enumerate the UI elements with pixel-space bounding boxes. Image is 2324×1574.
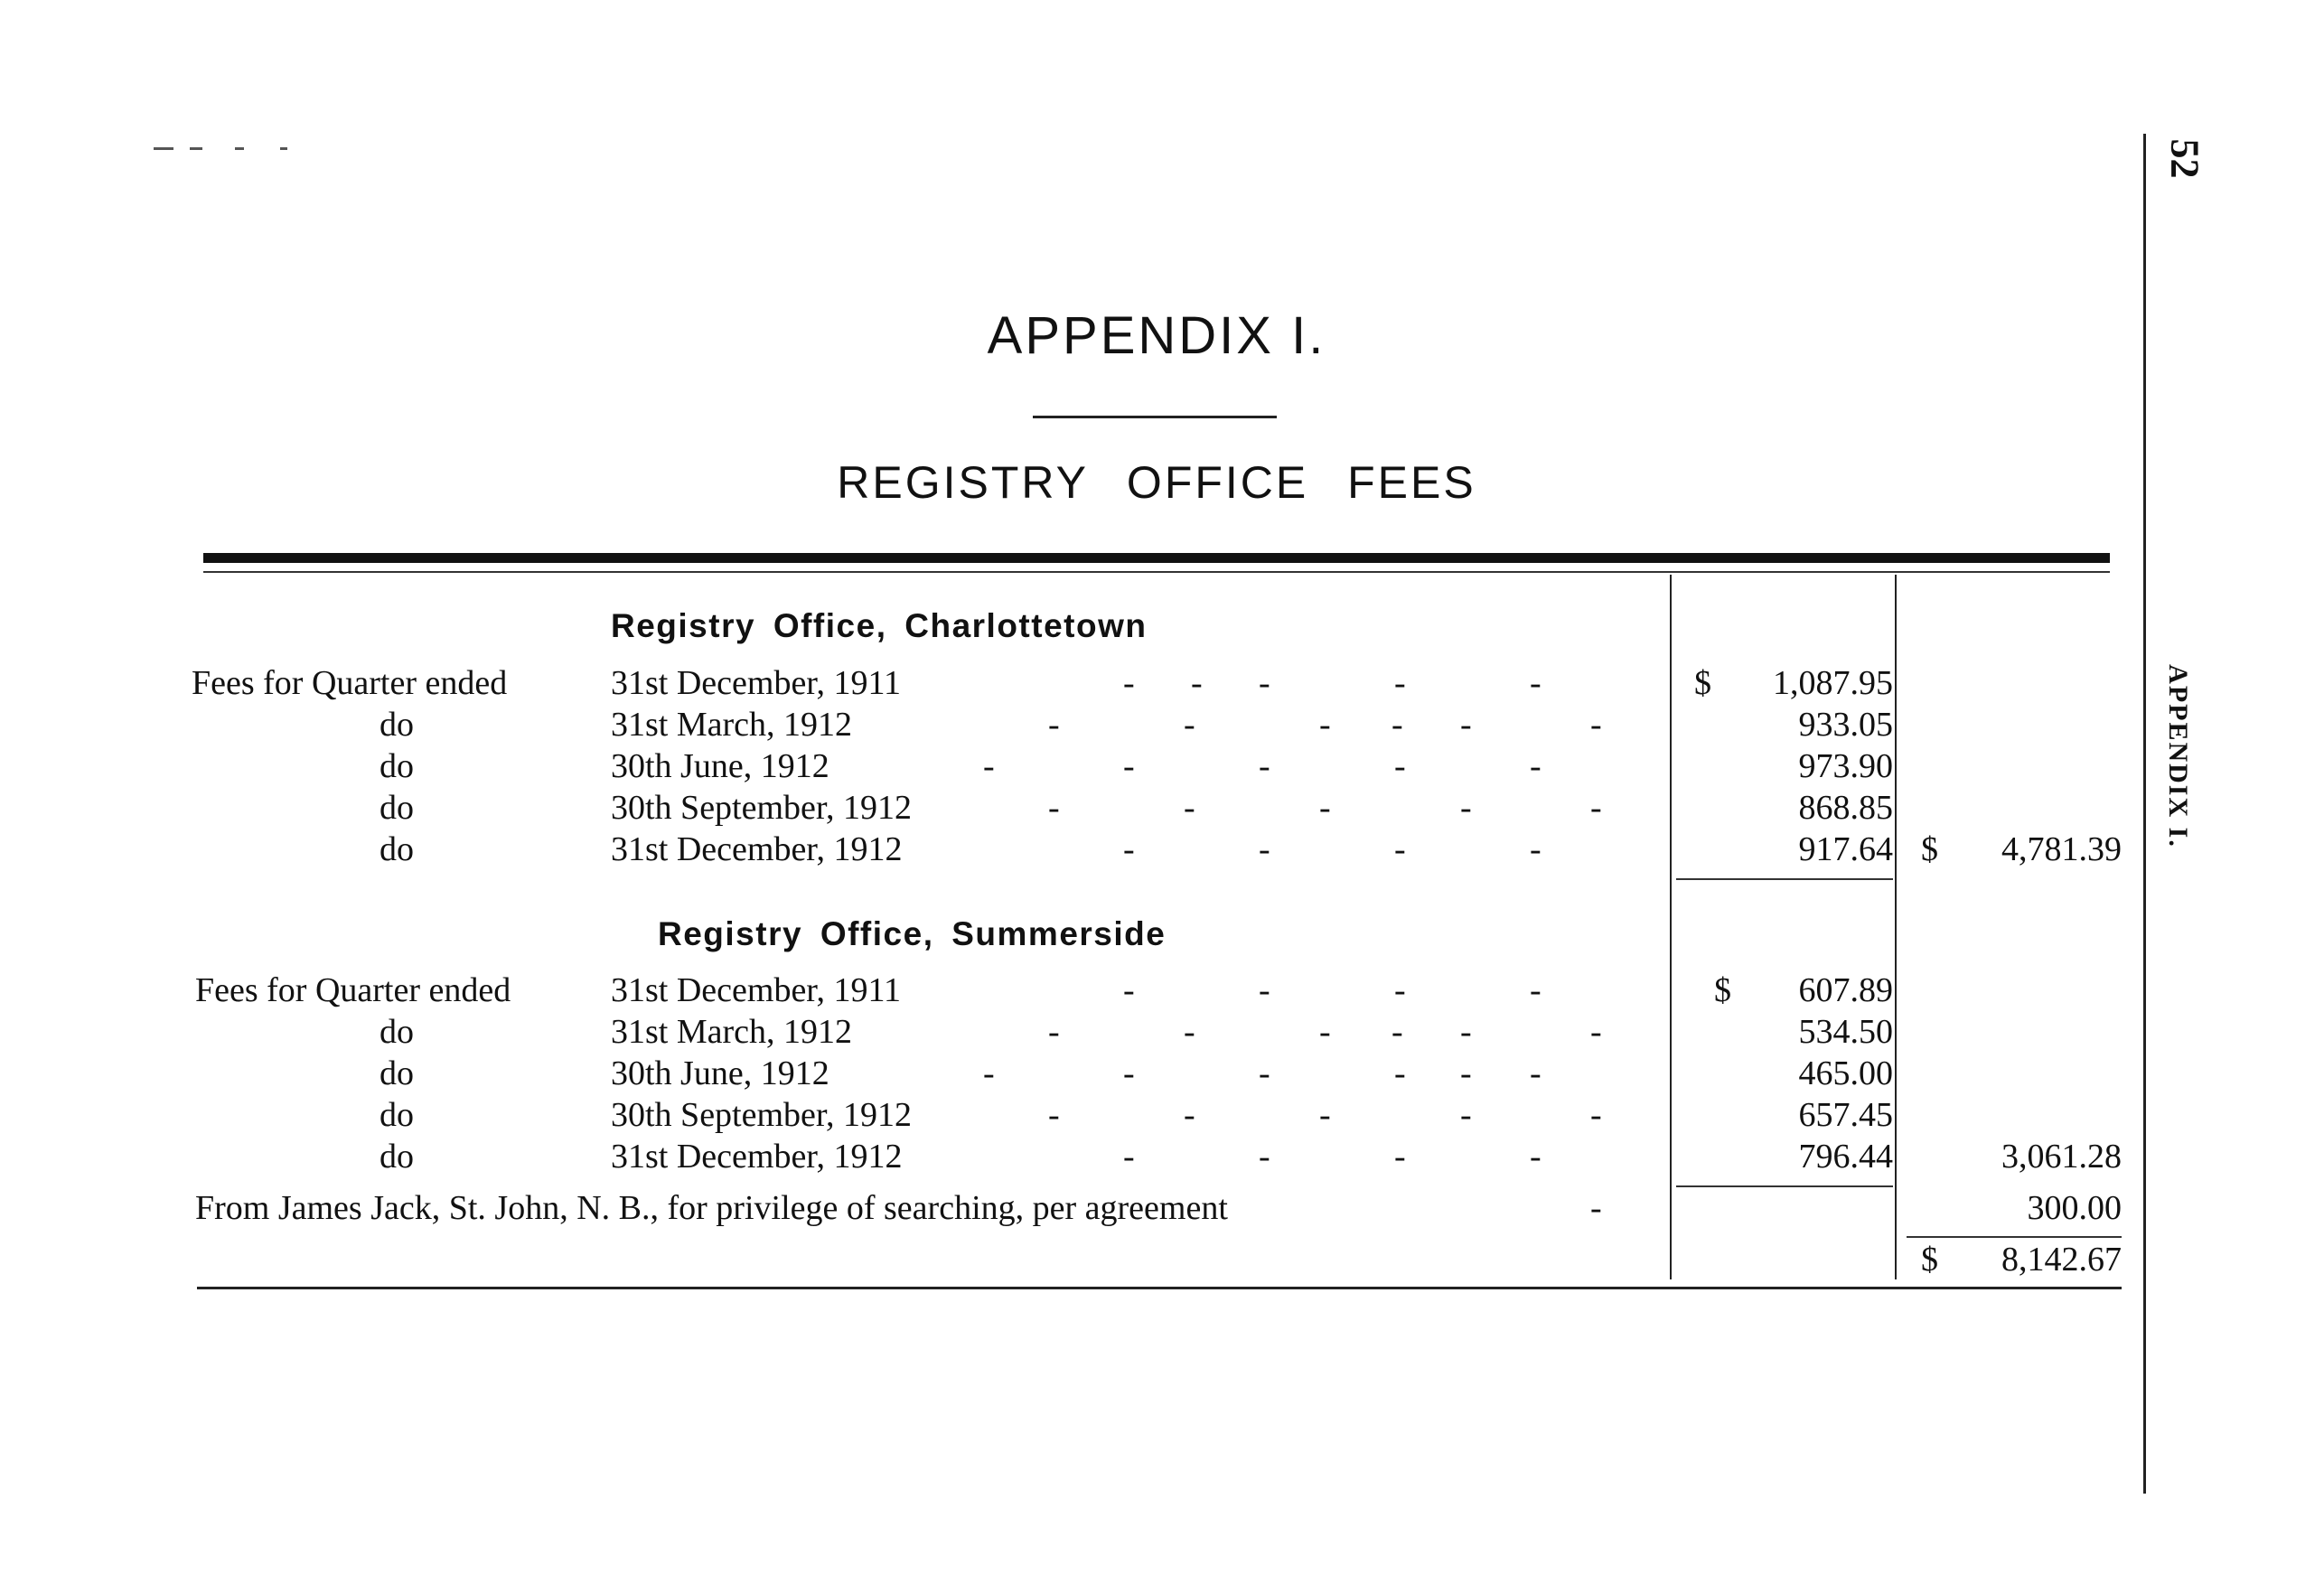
title-rule <box>1033 416 1277 418</box>
leader-dash: - <box>1123 664 1135 702</box>
leader-dash: - <box>1191 664 1203 702</box>
leader-dash: - <box>1048 706 1060 744</box>
currency-sign: $ <box>1714 971 1731 1009</box>
table-row <box>0 788 2324 829</box>
row-label: do <box>380 706 414 744</box>
leader-dash: - <box>1530 664 1542 702</box>
row-date: 30th September, 1912 <box>611 1096 913 1134</box>
leader-dash: - <box>1530 1054 1542 1092</box>
row-amount: 933.05 <box>1798 706 1893 744</box>
leader-dash: - <box>1394 971 1406 1009</box>
leader-dash: - <box>1590 1013 1602 1051</box>
row-amount: 868.85 <box>1798 789 1893 827</box>
row-date: 31st December, 1911 <box>611 971 902 1009</box>
section-total: 4,781.39 <box>2001 830 2122 868</box>
row-label: Fees for Quarter ended <box>195 971 511 1009</box>
leader-dash: - <box>1319 1013 1331 1051</box>
leader-dash: - <box>1394 830 1406 868</box>
leader-dash: - <box>1259 664 1270 702</box>
leader-dash: - <box>1460 789 1472 827</box>
leader-dash: - <box>1123 971 1135 1009</box>
table-row <box>0 1137 2324 1178</box>
row-label: do <box>380 1054 414 1092</box>
leader-dash: - <box>1048 1013 1060 1051</box>
page-subtitle: REGISTRY OFFICE FEES <box>837 457 1476 508</box>
currency-sign: $ <box>1921 830 1938 868</box>
row-label: do <box>380 789 414 827</box>
leader-dash: - <box>1460 1013 1472 1051</box>
leader-dash: - <box>1590 706 1602 744</box>
leader-dash: - <box>1530 747 1542 785</box>
page-number: 52 <box>2162 138 2207 179</box>
row-amount: 1,087.95 <box>1773 664 1893 702</box>
leader-dash: - <box>1590 789 1602 827</box>
section-heading-charlottetown: Registry Office, Charlottetown <box>611 607 1148 644</box>
row-date: 31st December, 1912 <box>611 830 903 868</box>
row-date: 31st March, 1912 <box>611 706 853 744</box>
row-label: Fees for Quarter ended <box>192 664 508 702</box>
leader-dash: - <box>1259 830 1270 868</box>
other-receipt-label: From James Jack, St. John, N. B., for privilege of searching, per agreement <box>195 1189 1228 1227</box>
leader-dash: - <box>1394 747 1406 785</box>
print-speck <box>235 147 244 150</box>
row-amount: 973.90 <box>1798 747 1893 785</box>
leader-dash: - <box>1184 706 1195 744</box>
table-row <box>0 1054 2324 1095</box>
currency-sign: $ <box>1694 664 1711 702</box>
row-date: 31st March, 1912 <box>611 1013 853 1051</box>
row-label: do <box>380 1013 414 1051</box>
row-amount: 796.44 <box>1798 1138 1893 1176</box>
print-speck <box>280 147 287 150</box>
subtotal-rule <box>1676 878 1893 880</box>
leader-dash: - <box>1319 706 1331 744</box>
leader-dash: - <box>983 1054 995 1092</box>
table-row <box>0 663 2324 705</box>
leader-dash: - <box>1530 830 1542 868</box>
leader-dash: - <box>1259 1054 1270 1092</box>
grand-total-row <box>0 1240 2324 1281</box>
leader-dash: - <box>1123 830 1135 868</box>
row-amount: 465.00 <box>1798 1054 1893 1092</box>
table-top-rule <box>203 553 2110 563</box>
row-date: 30th June, 1912 <box>611 1054 829 1092</box>
leader-dash: - <box>1530 1138 1542 1176</box>
table-row <box>0 1012 2324 1054</box>
table-top-thin-rule <box>203 571 2110 573</box>
leader-dash: - <box>1394 1054 1406 1092</box>
leader-dash: - <box>1319 1096 1331 1134</box>
page-title: APPENDIX I. <box>987 306 1326 365</box>
row-label: do <box>380 1096 414 1134</box>
row-label: do <box>380 747 414 785</box>
row-amount: 534.50 <box>1798 1013 1893 1051</box>
other-receipt-amount: 300.00 <box>2027 1189 2122 1227</box>
leader-dash: - <box>1048 789 1060 827</box>
grand-total-amount: 8,142.67 <box>2001 1241 2122 1279</box>
leader-dash: - <box>1392 1013 1403 1051</box>
row-amount: 917.64 <box>1798 830 1893 868</box>
row-label: do <box>380 1138 414 1176</box>
section-heading-summerside: Registry Office, Summerside <box>658 915 1167 952</box>
leader-dash: - <box>1394 1138 1406 1176</box>
table-bottom-rule <box>197 1287 2122 1289</box>
section-total: 3,061.28 <box>2001 1138 2122 1176</box>
leader-dash: - <box>1530 971 1542 1009</box>
leader-dash: - <box>1259 971 1270 1009</box>
print-speck <box>190 147 202 150</box>
table-row <box>0 746 2324 788</box>
leader-dash: - <box>1123 1054 1135 1092</box>
leader-dash: - <box>1394 664 1406 702</box>
row-date: 31st December, 1912 <box>611 1138 903 1176</box>
table-row <box>0 1095 2324 1137</box>
leader-dash: - <box>1184 789 1195 827</box>
leader-dash: - <box>1184 1096 1195 1134</box>
subtotal-rule <box>1676 1185 1893 1187</box>
row-date: 30th June, 1912 <box>611 747 829 785</box>
row-date: 31st December, 1911 <box>611 664 902 702</box>
row-date: 30th September, 1912 <box>611 789 913 827</box>
leader-dash: - <box>1460 1096 1472 1134</box>
leader-dash: - <box>1259 747 1270 785</box>
leader-dash: - <box>1319 789 1331 827</box>
table-row <box>0 705 2324 746</box>
leader-dash: - <box>1590 1189 1602 1227</box>
leader-dash: - <box>1048 1096 1060 1134</box>
grand-total-rule <box>1907 1236 2122 1238</box>
row-amount: 607.89 <box>1798 971 1893 1009</box>
leader-dash: - <box>983 747 995 785</box>
print-speck <box>154 147 173 150</box>
leader-dash: - <box>1123 1138 1135 1176</box>
table-row <box>0 829 2324 871</box>
leader-dash: - <box>1392 706 1403 744</box>
leader-dash: - <box>1123 747 1135 785</box>
leader-dash: - <box>1460 706 1472 744</box>
running-title: APPENDIX I. <box>2163 664 2193 848</box>
leader-dash: - <box>1184 1013 1195 1051</box>
leader-dash: - <box>1590 1096 1602 1134</box>
table-row <box>0 1188 2324 1230</box>
leader-dash: - <box>1259 1138 1270 1176</box>
currency-sign: $ <box>1921 1241 1938 1279</box>
row-label: do <box>380 830 414 868</box>
leader-dash: - <box>1460 1054 1472 1092</box>
row-amount: 657.45 <box>1798 1096 1893 1134</box>
table-row <box>0 970 2324 1012</box>
